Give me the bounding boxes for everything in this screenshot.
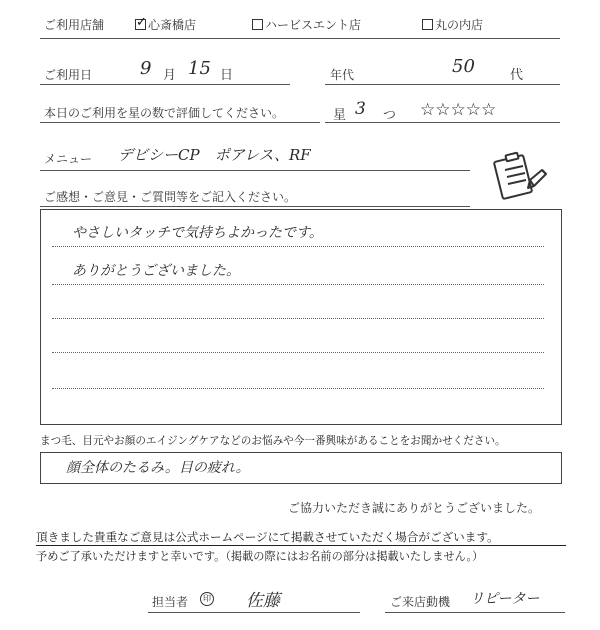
notice-line-2: 予めご了承いただけますと幸いです。（掲載の際にはお名前の部分は掲載いたしません。）	[36, 550, 484, 563]
age-unit: 代	[510, 68, 524, 83]
notice-underline	[36, 545, 566, 546]
comment-line-1: やさしいタッチで気持ちよかったです。	[72, 225, 323, 241]
age-value: 50	[452, 56, 475, 77]
comment-rule	[52, 246, 544, 247]
age-underline	[325, 84, 560, 85]
checkbox-checked-icon[interactable]	[135, 19, 146, 30]
staff-name: 佐藤	[246, 591, 280, 611]
checkbox-icon[interactable]	[422, 19, 433, 30]
staff-underline	[148, 612, 360, 613]
seal-mark: 印	[200, 592, 214, 606]
motive-underline	[385, 612, 565, 613]
comment-rule	[52, 318, 544, 319]
store-label: ご利用店舗	[44, 18, 105, 32]
thanks-text: ご協力いただき誠にありがとうございました。	[288, 501, 541, 515]
concerns-label: まつ毛、目元やお顔のエイジングケアなどのお悩みや今一番興味があることをお聞かせください。	[40, 435, 506, 447]
visit-month: 9	[140, 58, 152, 79]
divider	[40, 38, 560, 39]
visit-day: 15	[188, 58, 211, 79]
motive-label: ご来店動機	[390, 595, 451, 609]
checkbox-icon[interactable]	[252, 19, 263, 30]
menu-underline	[40, 170, 470, 171]
rating-question: 本日のご利用を星の数で評価してください。	[44, 106, 285, 120]
concerns-value: 顔全体のたるみ。目の疲れ。	[66, 460, 250, 476]
store-option-herbis[interactable]: ハービスエント店	[252, 16, 361, 33]
clipboard-pencil-icon	[490, 150, 550, 210]
comment-rule	[52, 284, 544, 285]
day-unit: 日	[220, 68, 234, 83]
date-label: ご利用日	[44, 68, 93, 82]
month-unit: 月	[163, 68, 177, 83]
rating-unit: つ	[383, 108, 397, 123]
age-label: 年代	[330, 68, 355, 82]
comment-rule	[52, 352, 544, 353]
rating-underline	[40, 122, 320, 123]
rating-stars: ☆☆☆☆☆	[420, 100, 497, 120]
rating-underline-right	[325, 122, 560, 123]
comment-rule	[52, 388, 544, 389]
staff-label: 担当者	[152, 595, 189, 609]
motive-value: リピーター	[470, 591, 540, 607]
menu-label: メニュー	[44, 152, 93, 166]
rating-value: 3	[355, 99, 366, 119]
date-underline	[40, 84, 290, 85]
store-option-shinsaibashi[interactable]: ✓ 心斎橋店	[135, 16, 196, 33]
menu-value: デビシーCP ポアレス、RF	[118, 146, 311, 164]
star-label: 星	[333, 108, 347, 123]
comments-label-underline	[40, 206, 470, 207]
comment-line-2: ありがとうございました。	[72, 263, 240, 279]
comments-label: ご感想・ご意見・ご質問等をご記入ください。	[44, 190, 297, 204]
store-option-marunouchi[interactable]: 丸の内店	[422, 16, 483, 33]
notice-line-1: 頂きました貴重なご意見は公式ホームページにて掲載させていただく場合がございます。	[36, 530, 499, 544]
